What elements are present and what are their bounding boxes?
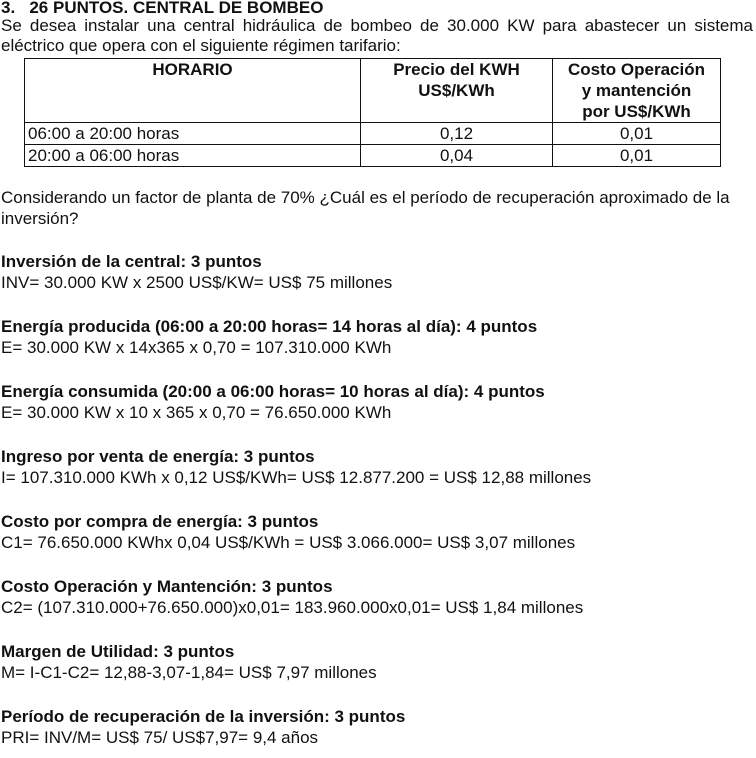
cell-costo: 0,01 (553, 123, 721, 145)
section-heading: Margen de Utilidad: 3 puntos (1, 642, 235, 661)
header-costo-line3: por US$/KWh (582, 102, 691, 121)
table-row (25, 123, 721, 145)
header-costo (553, 59, 721, 123)
problem-title: 3. 26 PUNTOS. CENTRAL DE BOMBEO (1, 0, 324, 16)
section-energia-consumida (1, 381, 753, 424)
table-row (25, 145, 721, 167)
intro-paragraph: Se desea instalar una central hidráulica de bombeo de 30.000 KW para abastecer un sistema eléctrico que opera con el siguiente régimen tarifario: (1, 16, 753, 55)
section-energia-producida (1, 316, 753, 359)
section-formula: C1= 76.650.000 KWhx 0,04 US$/KWh = US$ 3.066.000= US$ 3,07 millones (1, 533, 576, 552)
section-margen (1, 641, 753, 684)
section-heading: Costo por compra de energía: 3 puntos (1, 512, 319, 531)
header-costo-line2: y mantención (581, 81, 692, 100)
tariff-table (24, 58, 721, 167)
section-heading: Costo Operación y Mantención: 3 puntos (1, 577, 333, 596)
question-paragraph: Considerando un factor de planta de 70% ¿Cuál es el período de recuperación aproximado de la inversión? (1, 188, 730, 228)
header-costo-line1: Costo Operación (568, 60, 705, 79)
section-heading: Energía producida (06:00 a 20:00 horas= 14 horas al día): 4 puntos (1, 317, 538, 336)
header-precio (361, 59, 553, 123)
cell-horario: 20:00 a 06:00 horas (25, 145, 361, 167)
section-formula: PRI= INV/M= US$ 75/ US$7,97= 9,4 años (1, 728, 319, 747)
cell-precio: 0,04 (361, 145, 553, 167)
cell-horario: 06:00 a 20:00 horas (25, 123, 361, 145)
section-costo-operacion (1, 576, 753, 619)
table-header-row (25, 59, 721, 123)
header-horario (25, 59, 361, 123)
section-heading: Inversión de la central: 3 puntos (1, 252, 262, 271)
cell-precio: 0,12 (361, 123, 553, 145)
section-costo-compra (1, 511, 753, 554)
section-inversion (1, 251, 753, 294)
section-heading: Ingreso por venta de energía: 3 puntos (1, 447, 315, 466)
section-ingreso (1, 446, 753, 489)
section-formula: I= 107.310.000 KWh x 0,12 US$/KWh= US$ 12.877.200 = US$ 12,88 millones (1, 468, 592, 487)
section-formula: M= I-C1-C2= 12,88-3,07-1,84= US$ 7,97 millones (1, 663, 377, 682)
document-page (1, 0, 753, 749)
section-heading: Período de recuperación de la inversión: 3 puntos (1, 707, 406, 726)
header-horario-label: HORARIO (152, 60, 233, 79)
cell-costo: 0,01 (553, 145, 721, 167)
header-precio-line2: US$/KWh (418, 81, 495, 100)
section-formula: E= 30.000 KW x 14x365 x 0,70 = 107.310.000 KWh (1, 338, 392, 357)
section-formula: C2= (107.310.000+76.650.000)x0,01= 183.960.000x0,01= US$ 1,84 millones (1, 598, 584, 617)
section-heading: Energía consumida (20:00 a 06:00 horas= 10 horas al día): 4 puntos (1, 382, 545, 401)
header-precio-line1: Precio del KWH (393, 60, 520, 79)
section-formula: E= 30.000 KW x 10 x 365 x 0,70 = 76.650.000 KWh (1, 403, 392, 422)
section-recuperacion (1, 706, 753, 749)
section-formula: INV= 30.000 KW x 2500 US$/KW= US$ 75 millones (1, 273, 393, 292)
